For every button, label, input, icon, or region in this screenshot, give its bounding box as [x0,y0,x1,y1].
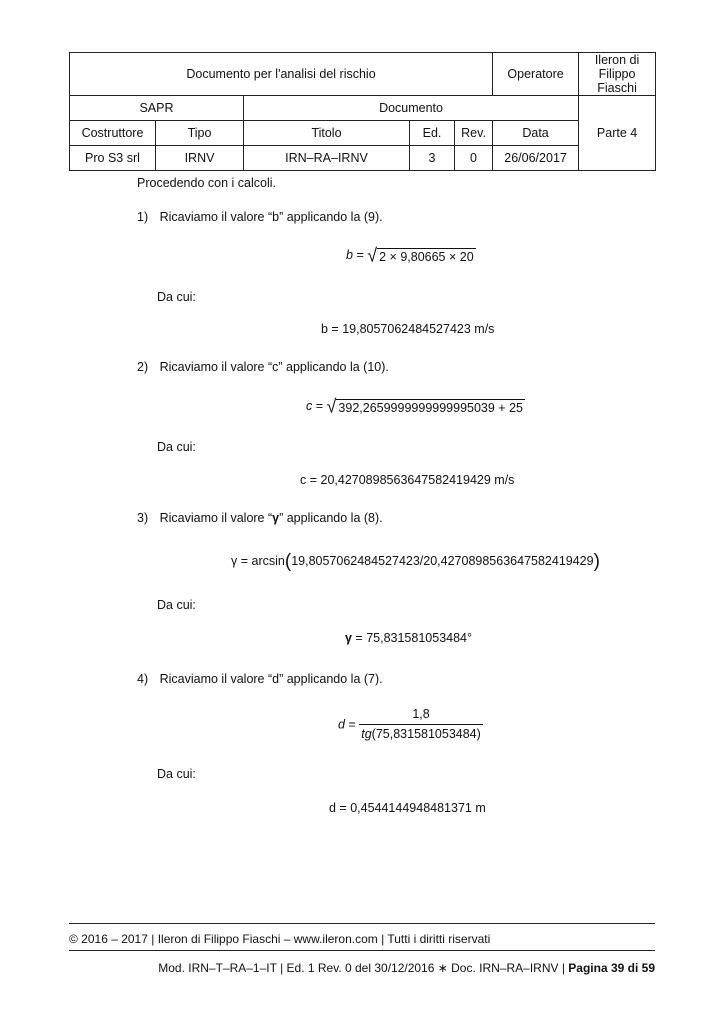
documento-cell: Documento [244,96,579,121]
formula-gamma [231,552,600,571]
formula-arg: 19,8057062484527423/20,4270898563647582419429 [291,553,594,568]
da-cui-4: Da cui: [157,767,196,781]
da-cui-1: Da cui: [157,290,196,304]
header-table [69,52,656,171]
formula-eq: = [356,247,364,262]
val-titolo: IRN–RA–IRNV [244,146,410,171]
result-c: c = 20,4270898563647582419429 m/s [300,473,515,487]
formula-lhs: d [338,717,345,732]
val-costruttore: Pro S3 srl [70,146,156,171]
formula-d [338,707,483,742]
result-gamma [345,631,472,645]
fraction-denominator [359,724,483,742]
col-rev: Rev. [455,121,493,146]
step-1 [137,210,383,224]
val-data: 26/06/2017 [493,146,579,171]
formula-b [346,246,476,265]
footer-copyright: © 2016 – 2017 | Ileron di Filippo Fiaschi – www.ileron.com | Tutti i diritti riservati [69,932,491,946]
sqrt-icon: √ 2 × 9,80665 × 20 [367,244,474,266]
gamma-symbol: γ [272,511,280,525]
paren-close-icon: ) [593,551,600,572]
tg-argument: (75,831581053484) [371,727,481,741]
step-text: Ricaviamo il valore “c” applicando la (10). [159,360,389,374]
formula-eq: = [348,717,356,732]
step-text-pre: Ricaviamo il valore “ [159,511,273,525]
da-cui-3: Da cui: [157,598,196,612]
gamma-symbol: γ [345,631,352,645]
tg-function: tg [361,727,372,741]
sapr-cell: SAPR [70,96,244,121]
col-tipo: Tipo [156,121,244,146]
step-number: 1) [137,210,149,224]
paren-open-icon: ( [284,551,292,572]
da-cui-2: Da cui: [157,440,196,454]
step-number: 2) [137,360,149,374]
result-b: b = 19,8057062484527423 m/s [321,322,495,336]
step-number: 3) [137,511,149,525]
formula-c [306,397,525,416]
formula-eq: = arcsin [240,553,285,568]
val-ed: 3 [410,146,455,171]
doc-title-cell: Documento per l'analisi del rischio [70,53,493,96]
formula-radicand: 392,2659999999999995039 + 25 [338,401,523,415]
operator-value-cell: Ileron di Filippo Fiaschi [579,53,656,96]
col-data: Data [493,121,579,146]
result-gamma-value: = 75,831581053484° [351,631,472,645]
col-costruttore: Costruttore [70,121,156,146]
sqrt-icon: √ 392,2659999999999995039 + 25 [326,395,523,417]
val-tipo: IRNV [156,146,244,171]
formula-lhs: c [306,398,313,413]
intro-text: Procedendo con i calcoli. [137,176,276,190]
page-number: Pagina 39 di 59 [568,961,655,975]
parte-cell: Parte 4 [579,96,656,171]
result-d: d = 0,4544144948481371 m [329,801,486,815]
footer-mod-text: Mod. IRN–T–RA–1–IT | Ed. 1 Rev. 0 del 30/12/2016 ∗ Doc. IRN–RA–IRNV | [158,961,569,975]
fraction-numerator: 1,8 [412,707,430,721]
formula-lhs: b [346,247,353,262]
operator-label-cell: Operatore [493,53,579,96]
footer-rule-bottom [69,950,655,951]
step-2 [137,360,389,374]
fraction [359,707,483,742]
val-rev: 0 [455,146,493,171]
step-text: Ricaviamo il valore “b” applicando la (9). [159,210,383,224]
step-text-post: ” applicando la (8). [279,511,383,525]
step-text: Ricaviamo il valore “d” applicando la (7). [159,672,383,686]
formula-lhs: γ [231,553,238,568]
footer-rule-top [69,923,655,924]
step-number: 4) [137,672,149,686]
formula-eq: = [315,398,324,413]
step-3 [137,511,383,525]
formula-radicand: 2 × 9,80665 × 20 [379,250,474,264]
col-ed: Ed. [410,121,455,146]
col-titolo: Titolo [244,121,410,146]
footer-module [158,961,655,975]
step-4 [137,672,383,686]
